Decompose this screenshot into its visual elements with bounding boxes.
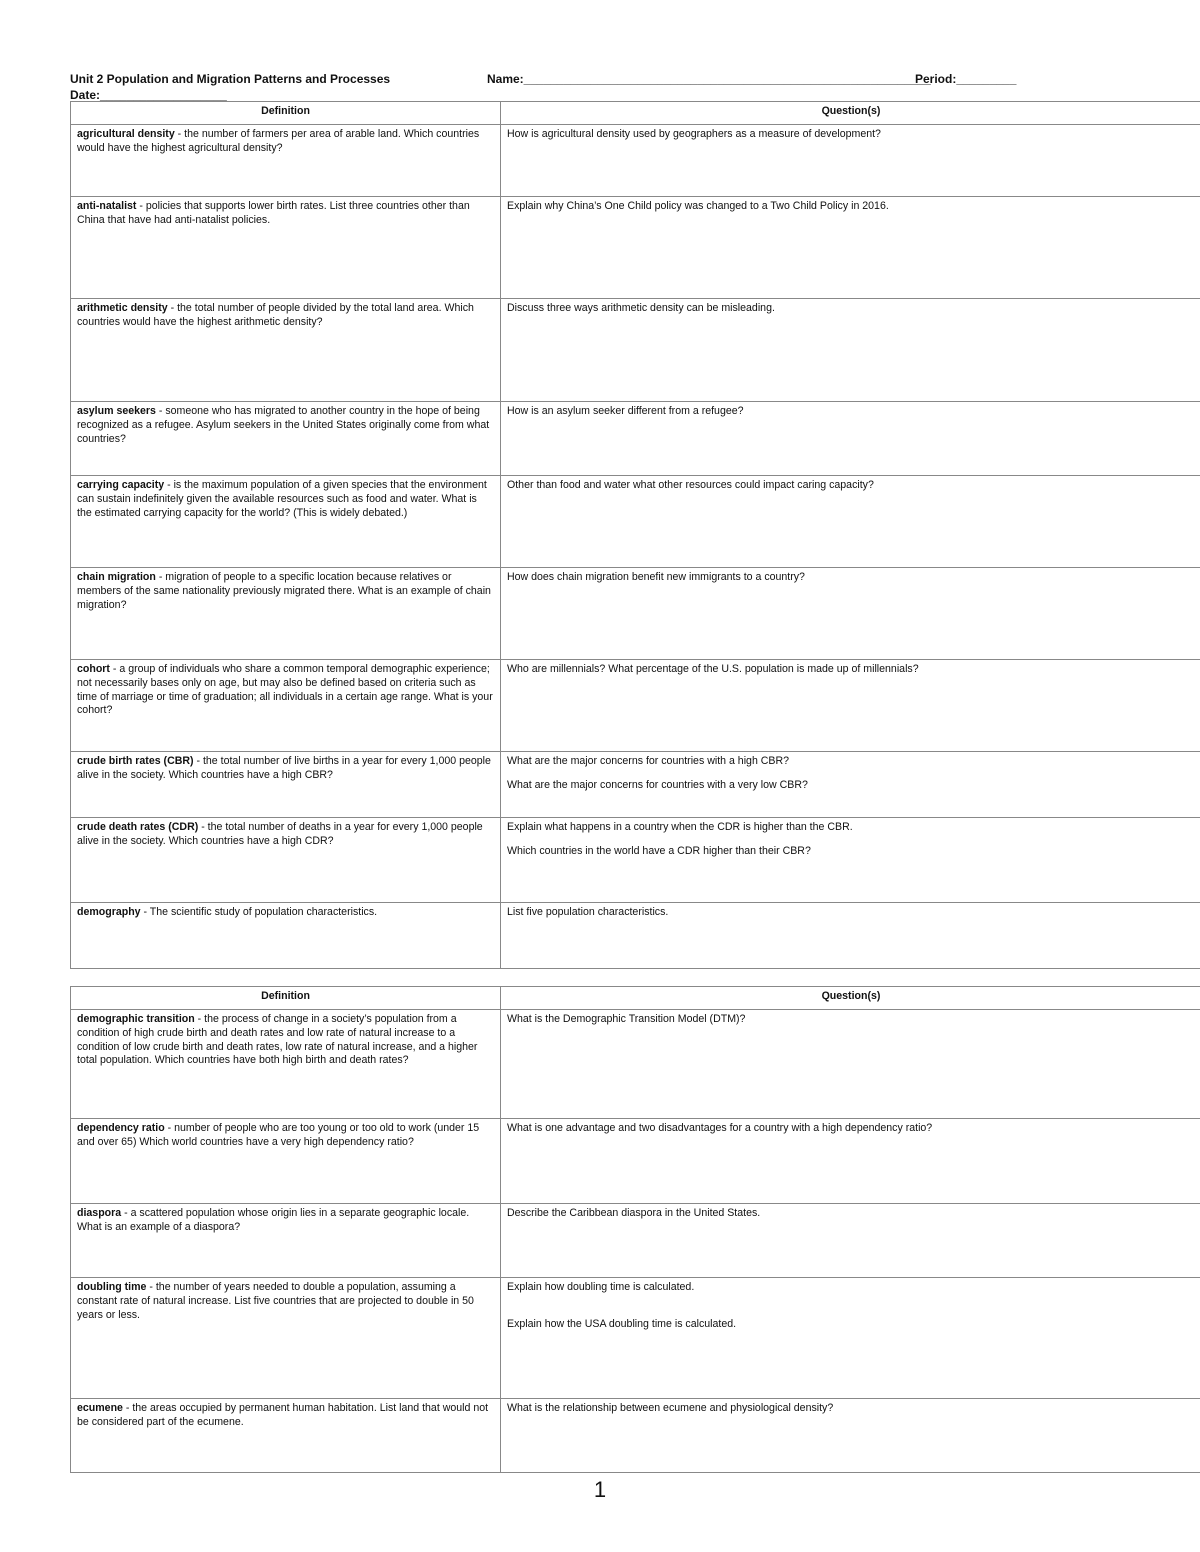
- term: chain migration: [77, 571, 156, 583]
- period-field[interactable]: Period:_________: [915, 72, 1017, 86]
- question-text: Which countries in the world have a CDR higher than their CBR?: [507, 844, 811, 857]
- question-text: What is the relationship between ecumene and physiological density?: [507, 1402, 834, 1414]
- definition-text: - number of people who are too young or too old to work (under 15 and over 65) Which world countries have a very high dependency ratio?: [77, 1122, 480, 1148]
- definition-text: - the total number of people divided by the total land area. Which countries would have the highest arithmetic density?: [77, 302, 474, 328]
- definition-text: - the total number of live births in a year for every 1,000 people alive in the society. Which countries have a high CBR?: [77, 755, 491, 781]
- worksheet-title: Unit 2 Population and Migration Patterns and Processes: [70, 72, 391, 86]
- question-text: Other than food and water what other resources could impact caring capacity?: [507, 479, 874, 491]
- question-text: What is the Demographic Transition Model (DTM)?: [507, 1013, 746, 1025]
- question-cell[interactable]: [501, 1119, 1200, 1204]
- definition-cell: [71, 299, 501, 402]
- questions-header: Question(s): [501, 102, 1200, 125]
- table-row: [71, 299, 1200, 402]
- definition-header: Definition: [71, 102, 501, 125]
- question-text: How does chain migration benefit new immigrants to a country?: [507, 571, 805, 583]
- question-text: Explain why China’s One Child policy was changed to a Two Child Policy in 2016.: [507, 200, 889, 212]
- definition-text: - a group of individuals who share a common temporal demographic experience; not necessarily bases only on age, but may also be defined based on criteria such as time of marriage or time of graduation; all individuals in a certain age range. What is your cohort?: [77, 663, 493, 717]
- table-row: [71, 903, 1200, 969]
- question-cell[interactable]: [501, 1204, 1200, 1278]
- questions-header: Question(s): [501, 987, 1200, 1010]
- question-text: What are the major concerns for countries with a high CBR?: [507, 755, 790, 767]
- question-cell[interactable]: [501, 1010, 1200, 1119]
- definition-cell: [71, 1010, 501, 1119]
- term: crude birth rates (CBR): [77, 755, 194, 767]
- question-cell[interactable]: [501, 568, 1200, 660]
- question-cell[interactable]: [501, 660, 1200, 752]
- definition-header: Definition: [71, 987, 501, 1010]
- question-text: Explain how the USA doubling time is calculated.: [507, 1317, 737, 1330]
- question-cell[interactable]: [501, 752, 1200, 818]
- definition-text: - migration of people to a specific location because relatives or members of the same nationality previously migrated there. What is an example of chain migration?: [77, 571, 491, 611]
- table-row: [71, 752, 1200, 818]
- table-row: [71, 1119, 1200, 1204]
- definition-cell: [71, 197, 501, 299]
- definition-cell: [71, 1204, 501, 1278]
- term: ecumene: [77, 1402, 123, 1414]
- question-cell[interactable]: [501, 818, 1200, 903]
- question-text: Explain what happens in a country when the CDR is higher than the CBR.: [507, 821, 853, 833]
- definition-text: - the number of years needed to double a population, assuming a constant rate of natural increase. List five countries that are projected to double in 50 years or less.: [77, 1281, 474, 1321]
- definition-cell: [71, 818, 501, 903]
- page-number: 1: [593, 1477, 607, 1502]
- table-row: [71, 402, 1200, 476]
- definition-cell: [71, 903, 501, 969]
- name-field[interactable]: Name:_____________________________________________________________: [487, 72, 931, 86]
- question-text: Who are millennials? What percentage of the U.S. population is made up of millennials?: [507, 663, 919, 675]
- question-text: List five population characteristics.: [507, 906, 669, 918]
- definition-text: - the process of change in a society’s population from a condition of high crude birth and death rates and low rate of natural increase to a condition of low crude birth and death rates, low rate of natural increase, and a higher total population. Which countries have both high birth and death rates?: [77, 1013, 478, 1067]
- definition-cell: [71, 1399, 501, 1473]
- table-row: [71, 568, 1200, 660]
- table-row: [71, 660, 1200, 752]
- definition-cell: [71, 402, 501, 476]
- vocabulary-table-1: [70, 101, 1200, 969]
- term: diaspora: [77, 1207, 122, 1219]
- definition-cell: [71, 1119, 501, 1204]
- term: crude death rates (CDR): [77, 821, 199, 833]
- question-text: How is agricultural density used by geographers as a measure of development?: [507, 128, 881, 140]
- definition-cell: [71, 568, 501, 660]
- question-cell[interactable]: [501, 476, 1200, 568]
- term: cohort: [77, 663, 110, 675]
- definition-text: - The scientific study of population characteristics.: [140, 906, 378, 918]
- term: arithmetic density: [77, 302, 168, 314]
- vocabulary-table-2: [70, 986, 1200, 1473]
- question-text: What are the major concerns for countries with a very low CBR?: [507, 778, 808, 791]
- question-cell[interactable]: [501, 299, 1200, 402]
- term: demography: [77, 906, 141, 918]
- definition-text: - a scattered population whose origin lies in a separate geographic locale. What is an example of a diaspora?: [77, 1207, 470, 1233]
- table-row: [71, 818, 1200, 903]
- term: asylum seekers: [77, 405, 156, 417]
- table-row: [71, 1204, 1200, 1278]
- question-text: Explain how doubling time is calculated.: [507, 1281, 695, 1293]
- table-row: [71, 1399, 1200, 1473]
- question-text: What is one advantage and two disadvantages for a country with a high dependency ratio?: [507, 1122, 933, 1134]
- table-row: [71, 1278, 1200, 1399]
- question-cell[interactable]: [501, 197, 1200, 299]
- term: dependency ratio: [77, 1122, 165, 1134]
- definition-text: - the number of farmers per area of arable land. Which countries would have the highest agricultural density?: [77, 128, 480, 154]
- term: anti-natalist: [77, 200, 137, 212]
- table-row: [71, 1010, 1200, 1119]
- definition-cell: [71, 752, 501, 818]
- question-cell[interactable]: [501, 125, 1200, 197]
- term: agricultural density: [77, 128, 175, 140]
- term: doubling time: [77, 1281, 147, 1293]
- question-cell[interactable]: [501, 1278, 1200, 1399]
- date-field[interactable]: Date:___________________: [70, 88, 227, 102]
- question-cell[interactable]: [501, 1399, 1200, 1473]
- question-cell[interactable]: [501, 402, 1200, 476]
- definition-text: - policies that supports lower birth rates. List three countries other than China that have had anti-natalist policies.: [77, 200, 470, 226]
- table-row: [71, 125, 1200, 197]
- question-text: Describe the Caribbean diaspora in the United States.: [507, 1207, 761, 1219]
- table-header-row: [71, 102, 1200, 125]
- question-text: How is an asylum seeker different from a refugee?: [507, 405, 744, 417]
- table-header-row: [71, 987, 1200, 1010]
- term: carrying capacity: [77, 479, 165, 491]
- term: demographic transition: [77, 1013, 195, 1025]
- definition-text: - the total number of deaths in a year for every 1,000 people alive in the society. Which countries have a high CDR?: [77, 821, 483, 847]
- definition-text: - someone who has migrated to another country in the hope of being recognized as a refugee. Asylum seekers in the United States originally come from what countries?: [77, 405, 490, 445]
- definition-cell: [71, 476, 501, 568]
- definition-text: - is the maximum population of a given species that the environment can sustain indefinitely given the available resources such as food and water. What is the estimated carrying capacity for the world? (This is widely debated.): [77, 479, 487, 519]
- definition-cell: [71, 660, 501, 752]
- definition-cell: [71, 1278, 501, 1399]
- table-row: [71, 476, 1200, 568]
- definition-cell: [71, 125, 501, 197]
- definition-text: - the areas occupied by permanent human habitation. List land that would not be considered part of the ecumene.: [77, 1402, 489, 1428]
- question-text: Discuss three ways arithmetic density can be misleading.: [507, 302, 775, 314]
- question-cell[interactable]: [501, 903, 1200, 969]
- table-row: [71, 197, 1200, 299]
